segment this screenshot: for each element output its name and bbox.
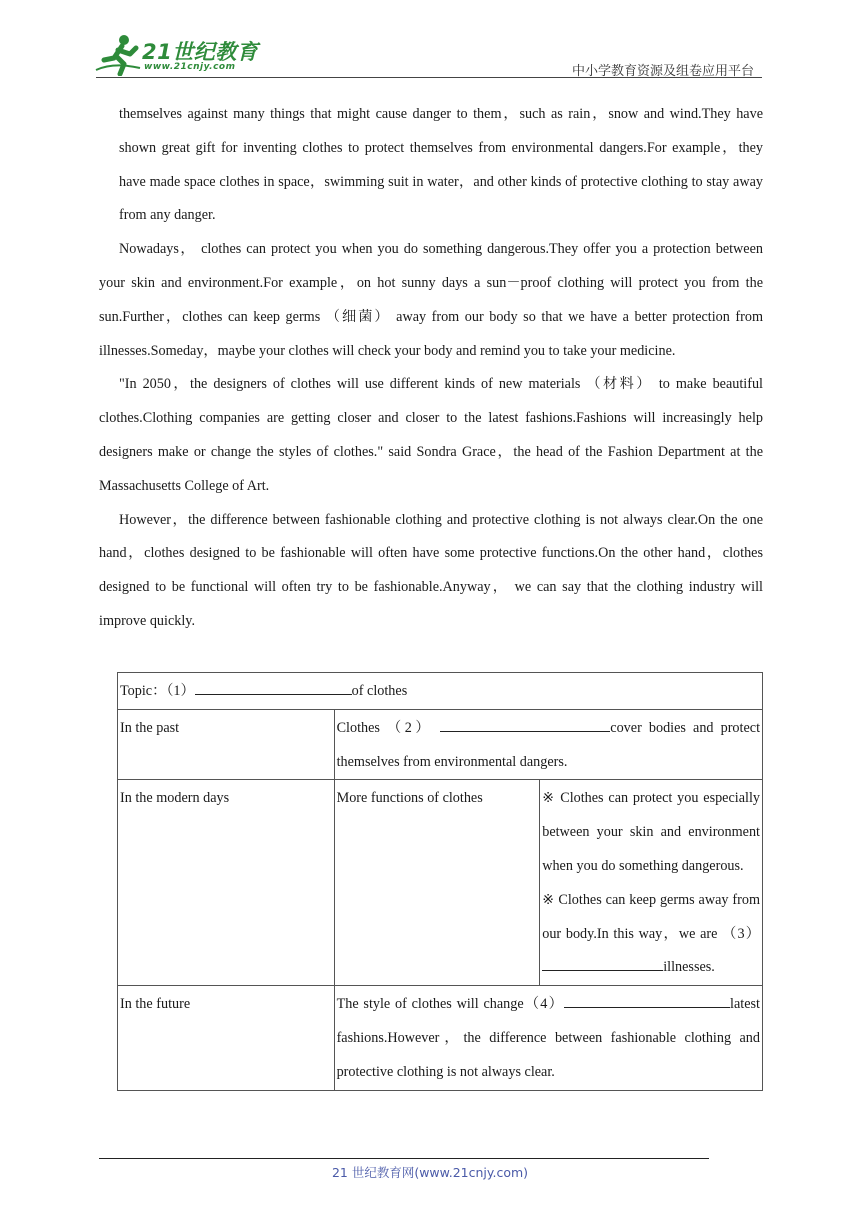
blank-4-input[interactable] [564,989,730,1008]
modern-point-2-text: ※ Clothes can keep germs away from our body.In this way，we are [542,891,760,942]
site-logo[interactable] [94,32,264,78]
modern-label-cell: In the modern days [118,780,335,986]
topic-suffix: of clothes [351,683,408,699]
modern-mid-cell: More functions of clothes [334,780,540,986]
future-content-cell [334,986,762,1090]
modern-point-2-suffix: illnesses. [663,959,715,976]
future-suffix: latest fashions.However，the difference between fashionable clothing and protective clothing is not always clear. [336,996,760,1080]
blank-3-label: （3） [722,925,760,942]
past-label-cell: In the past [118,709,335,780]
passage-paragraph-2: Nowadays， clothes can protect you when you do something dangerous.They offer you a protection between your skin and environment.For example，on hot sunny days a sun－proof clothing will protect you from the sun.Further，clothes can keep germs （细菌） away from our body so that we have a better protection from illnesses.Someday，maybe your clothes will check your body and remind you to take your medicine. [99,241,763,359]
footer-divider [99,1158,709,1159]
table-row-past [118,709,763,780]
table-row-topic [118,673,763,710]
modern-point-2 [542,884,760,985]
passage-paragraph-3: "In 2050，the designers of clothes will use different kinds of new materials （材料） to make beautiful clothes.Clothing companies are getting closer and closer to the latest fashions.Fashions will increasingly help designers make or change the styles of clothes." said Sondra Grace，the head of the Fashion Department at the Massachusetts College of Art. [99,376,763,494]
header-divider [96,77,762,78]
summary-table [117,672,763,1091]
runner-icon [94,32,142,76]
blank-3-input[interactable] [542,952,663,971]
future-label-cell: In the future [118,986,335,1090]
reading-passage [99,98,763,639]
passage-paragraph-4: However，the difference between fashionable clothing and protective clothing is not always clear.On the one hand，clothes designed to be fashionable will often have some protective functions.On the other hand，clothes designed to be functional will often try to be fashionable.Anyway， we can say that the clothing industry will improve quickly. [99,511,763,629]
page-header [0,0,860,80]
modern-points-cell [540,780,763,986]
topic-cell [118,673,763,710]
modern-point-1: ※ Clothes can protect you especially between your skin and environment when you do something dangerous. [542,790,760,874]
topic-prefix: Topic：（1） [120,683,195,699]
past-prefix: Clothes （2） [336,719,434,736]
table-row-modern [118,780,763,986]
table-row-future [118,986,763,1090]
logo-subtext: www.21cnjy.com [144,62,236,72]
blank-1-input[interactable] [195,676,352,695]
passage-paragraph-1: themselves against many things that might cause danger to them，such as rain，snow and wind.They have shown great gift for inventing clothes to protect themselves from environmental dangers.For example，they have made space clothes in space，swimming suit in water，and other kinds of protective clothing to stay away from any danger. [119,106,763,224]
logo-text: 21世纪教育 [142,40,259,64]
past-content-cell [334,709,762,780]
footer-link[interactable]: 21 世纪教育网(www.21cnjy.com) [331,1165,529,1180]
blank-2-input[interactable] [440,713,610,732]
past-suffix: cover bodies and protect themselves from environmental dangers. [336,719,761,770]
platform-name: 中小学教育资源及组卷应用平台 [571,64,754,79]
future-prefix: The style of clothes will change（4） [336,996,565,1013]
